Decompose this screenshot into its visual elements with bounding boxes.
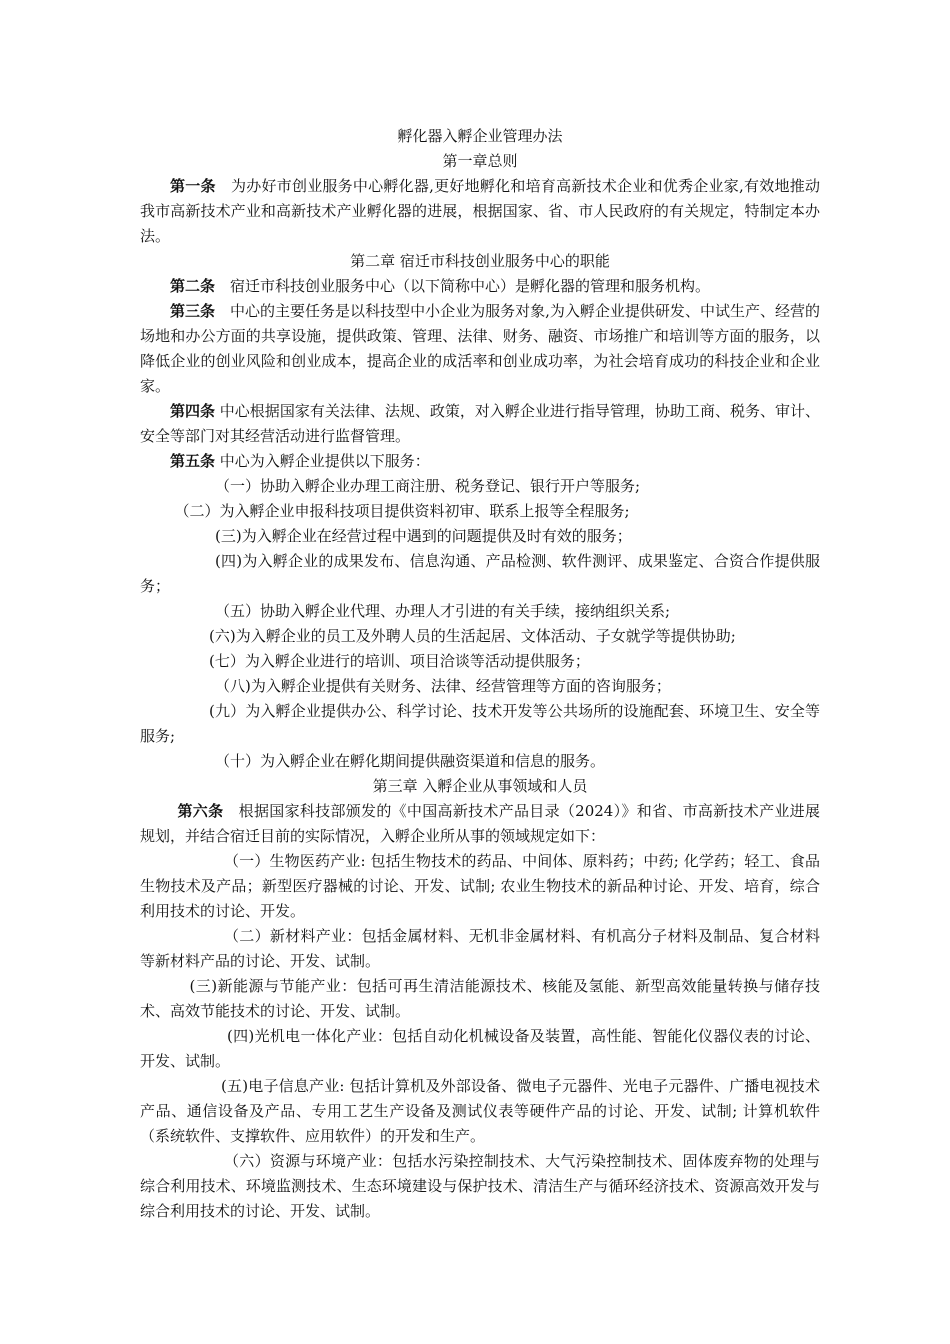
article-2	[140, 274, 820, 299]
list-item: （五）协助入孵企业代理、办理人才引进的有关手续，接纳组织关系;	[215, 602, 671, 620]
article-label: 第四条	[170, 402, 216, 420]
chapter-heading-3: 第三章 入孵企业从事领域和人员	[372, 777, 588, 795]
list-item: (三)为入孵企业在经营过程中遇到的问题提供及时有效的服务；	[215, 527, 632, 545]
article-6	[140, 799, 820, 849]
article-4	[140, 399, 820, 449]
article-text: 中心的主要任务是以科技型中小企业为服务对象,为入孵企业提供研发、中试生产、经营的场地和办公方面的共享设施，提供政策、管理、法律、财务、融资、市场推广和培训等方面的服务，以降低企业的创业风险和创业成本，提高企业的成活率和创业成功率，为社会培育成功的科技企业和企业家。	[140, 302, 820, 395]
list-item: （六）资源与环境产业：包括水污染控制技术、大气污染控制技术、固体废弃物的处理与综合利用技术、环境监测技术、生态环境建设与保护技术、清洁生产与循环经济技术、资源高效开发与综合利用技术的讨论、开发、试制。	[140, 1152, 820, 1220]
list-item: （二）为入孵企业申报科技项目提供资料初审、联系上报等全程服务;	[174, 502, 630, 520]
list-item: (七）为入孵企业进行的培训、项目洽谈等活动提供服务；	[209, 652, 590, 670]
list-item: （八)为入孵企业提供有关财务、法律、经营管理等方面的咨询服务；	[215, 677, 671, 695]
list-item: (六)为入孵企业的员工及外聘人员的生活起居、文体活动、子女就学等提供协助;	[209, 627, 736, 645]
article-text: 中心根据国家有关法律、法规、政策，对入孵企业进行指导管理，协助工商、税务、审计、安全等部门对其经营活动进行监督管理。	[140, 402, 820, 445]
article-label: 第六条	[177, 802, 224, 820]
article-3	[140, 299, 820, 399]
document-title: 孵化器入孵企业管理办法	[397, 127, 563, 145]
article-1	[140, 174, 820, 249]
list-item: （十）为入孵企业在孵化期间提供融资渠道和信息的服务。	[215, 752, 606, 770]
list-item: (四)光机电一体化产业：包括自动化机械设备及装置，高性能、智能化仪器仪表的讨论、开发、试制。	[140, 1027, 820, 1070]
list-item: （一）生物医药产业: 包括生物技术的药品、中间体、原料药；中药; 化学药；轻工、食品生物技术及产品；新型医疗器械的讨论、开发、试制; 农业生物技术的新品种讨论、开发、培育，综合利用技术的讨论、开发。	[140, 852, 820, 920]
list-item: （二）新材料产业：包括金属材料、无机非金属材料、有机高分子材料及制品、复合材料等新材料产品的讨论、开发、试制。	[140, 927, 820, 970]
article-text: 根据国家科技部颁发的《中国高新技术产品目录（2024）》和省、市高新技术产业进展规划，并结合宿迁目前的实际情况，入孵企业所从事的领域规定如下：	[140, 802, 820, 845]
list-item: (五)电子信息产业: 包括计算机及外部设备、微电子元器件、光电子元器件、广播电视技术产品、通信设备及产品、专用工艺生产设备及测试仪表等硬件产品的讨论、开发、试制; 计算机软件（系统软件、支撑软件、应用软件）的开发和生产。	[140, 1077, 820, 1145]
list-item: (三)新能源与节能产业：包括可再生清洁能源技术、核能及氢能、新型高效能量转换与储存技术、高效节能技术的讨论、开发、试制。	[140, 977, 820, 1020]
article-5	[140, 449, 820, 474]
chapter-heading-2: 第二章 宿迁市科技创业服务中心的职能	[350, 252, 610, 270]
list-item: (四)为入孵企业的成果发布、信息沟通、产品检测、软件测评、成果鉴定、合资合作提供服务；	[140, 552, 820, 595]
list-item: (九）为入孵企业提供办公、科学讨论、技术开发等公共场所的设施配套、环境卫生、安全等服务;	[140, 702, 820, 745]
article-label: 第五条	[170, 452, 216, 470]
article-label: 第二条	[170, 277, 216, 295]
article-text: 中心为入孵企业提供以下服务：	[219, 452, 430, 470]
article-text: 为办好市创业服务中心孵化器,更好地孵化和培育高新技术企业和优秀企业家,有效地推动我市高新技术产业和高新技术产业孵化器的进展，根据国家、省、市人民政府的有关规定，特制定本办法。	[140, 177, 820, 245]
article-text: 宿迁市科技创业服务中心（以下简称中心）是孵化器的管理和服务机构。	[230, 277, 711, 295]
list-item: （一）协助入孵企业办理工商注册、税务登记、银行开户等服务;	[215, 477, 641, 495]
article-label: 第三条	[170, 302, 216, 320]
article-label: 第一条	[170, 177, 216, 195]
chapter-heading-1: 第一章总则	[442, 152, 518, 170]
